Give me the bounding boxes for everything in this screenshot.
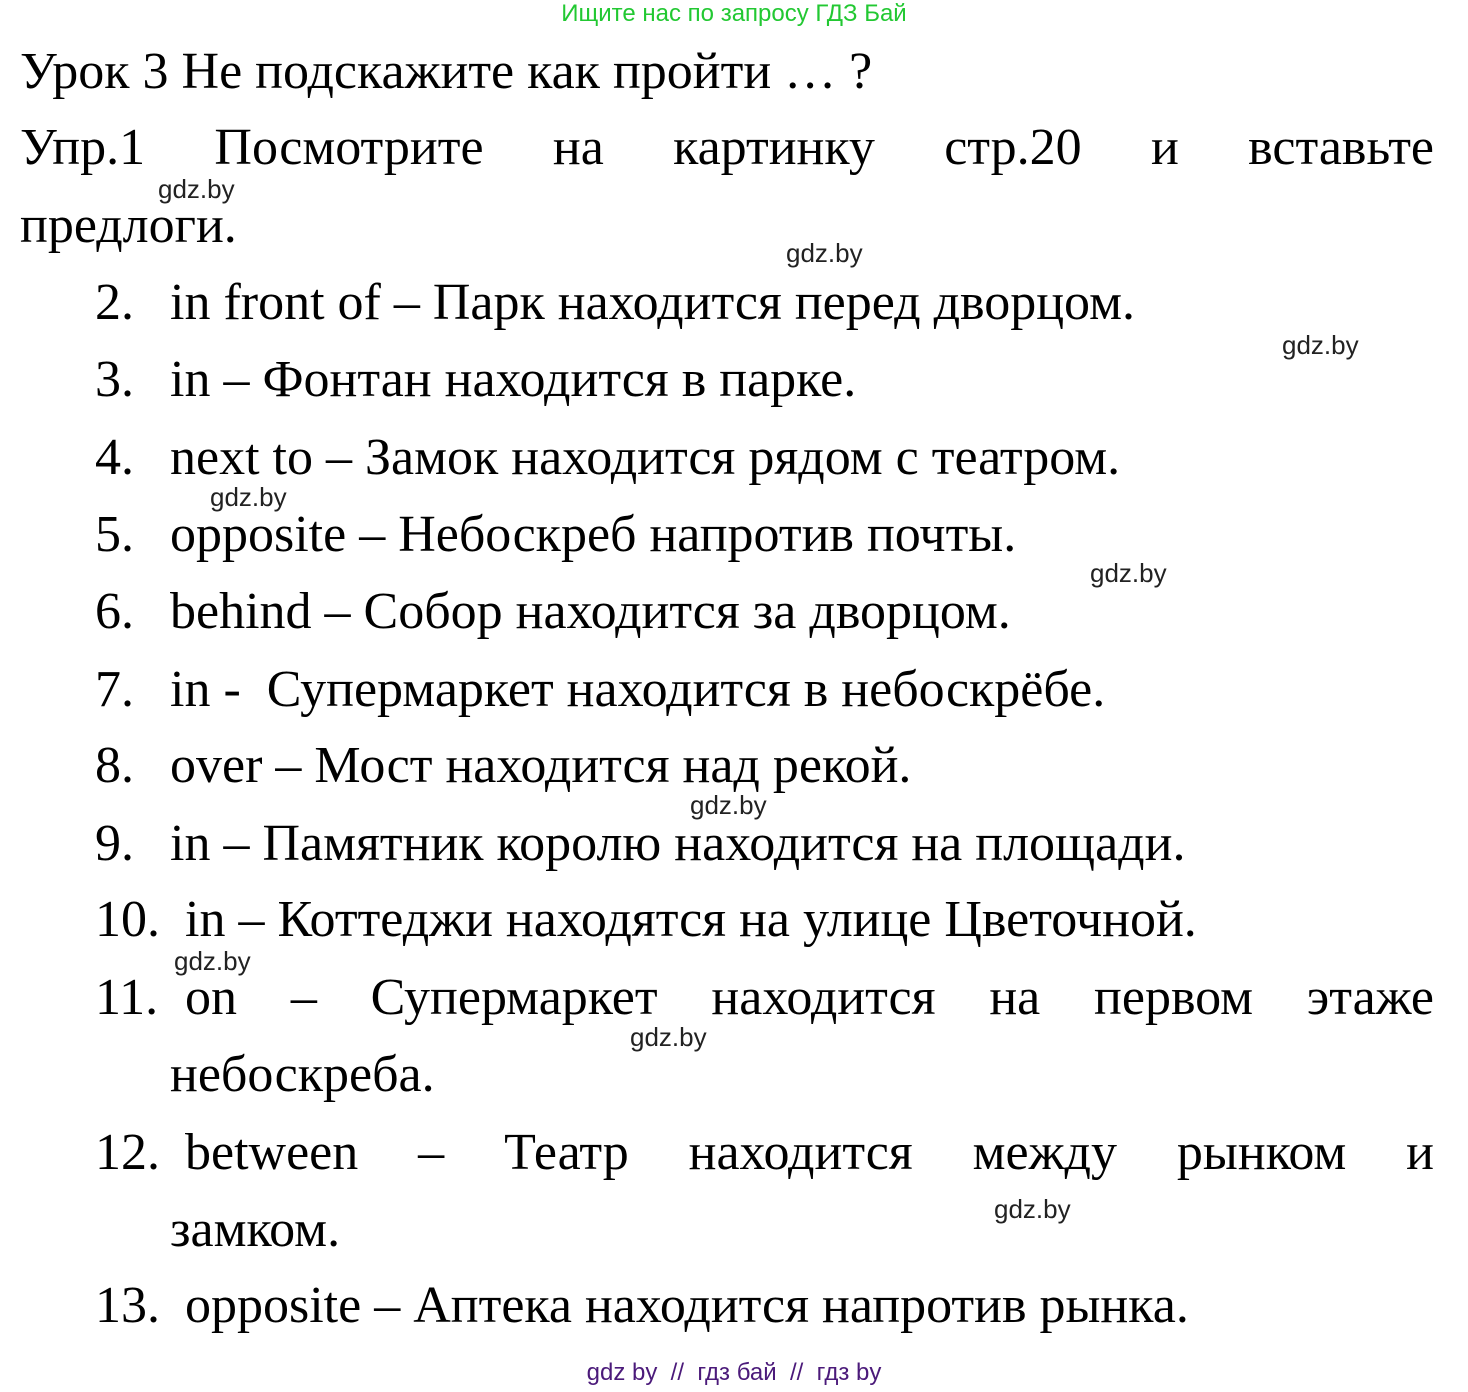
list-item: 12. between – Театр находится между рынком и [95,1124,1434,1181]
watermark: gdz.by [1090,558,1167,588]
list-item: 10. in – Коттеджи находятся на улице Цветочной. [95,891,1197,948]
header-ad[interactable]: Ищите нас по запросу ГДЗ Бай [561,0,907,27]
watermark: gdz.by [690,790,767,820]
watermark: gdz.by [1282,330,1359,360]
watermark: gdz.by [174,946,251,976]
watermark: gdz.by [994,1194,1071,1224]
watermark: gdz.by [210,482,287,512]
watermark: gdz.by [158,174,235,204]
watermark: gdz.by [630,1022,707,1052]
list-item-cont: небоскреба. [170,1046,435,1103]
list-item: 3. in – Фонтан находится в парке. [95,351,857,408]
list-item: 8. over – Мост находится над рекой. [95,737,912,794]
lesson-title: Урок 3 Не подскажите как пройти … ? [20,43,873,100]
list-item: 13. opposite – Аптека находится напротив рынка. [95,1277,1189,1334]
list-item: 2. in front of – Парк находится перед дворцом. [95,274,1135,331]
list-item: 6. behind – Собор находится за дворцом. [95,583,1011,640]
list-item: 5. opposite – Небоскреб напротив почты. [95,506,1017,563]
list-item: 4. next to – Замок находится рядом с театром. [95,429,1121,486]
list-item-cont: замком. [170,1201,341,1258]
list-item: 11. on – Супермаркет находится на первом этаже [95,969,1434,1026]
exercise-instruction: Упр.1 Посмотрите на картинку стр.20 и вставьте [20,119,1434,176]
watermark: gdz.by [786,238,863,268]
list-item: 9. in – Памятник королю находится на площади. [95,815,1186,872]
exercise-instruction-cont: предлоги. [20,197,237,254]
footer-ad[interactable]: gdz by // гдз бай // гдз by [586,1359,882,1386]
list-item: 7. in - Супермаркет находится в небоскрёбе. [95,661,1106,718]
